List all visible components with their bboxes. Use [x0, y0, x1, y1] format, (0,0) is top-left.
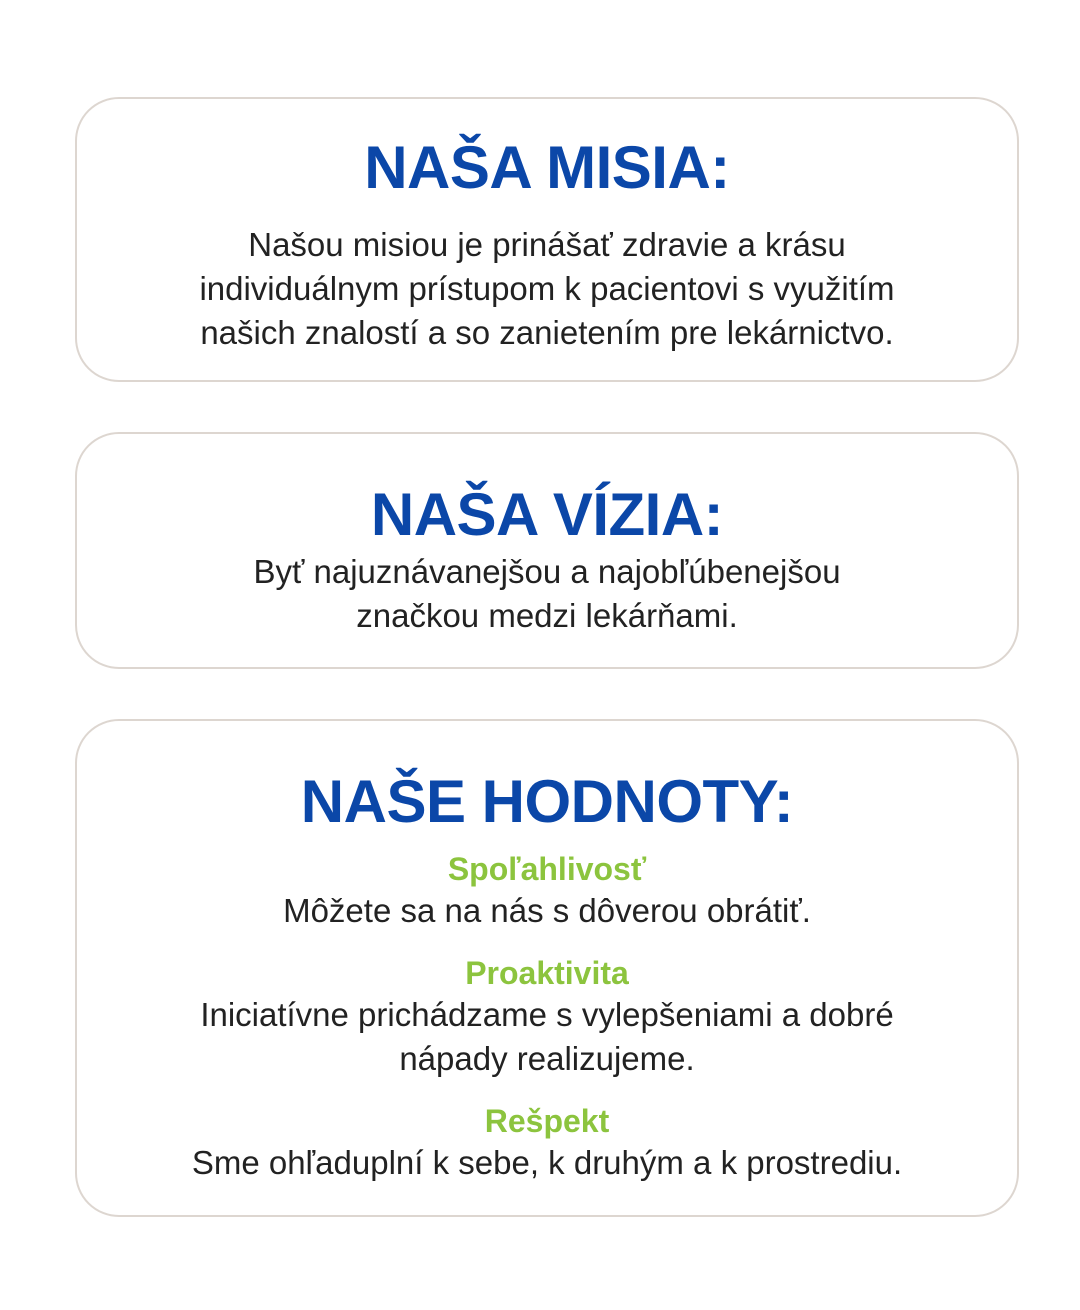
- mission-text-line: Našou misiou je prinášať zdravie a krásu: [248, 226, 846, 263]
- mission-text: [77, 223, 1017, 355]
- values-card: [75, 719, 1019, 1217]
- mission-text-line: našich znalostí a so zanietením pre lekárnictvo.: [200, 314, 894, 351]
- value-description-line: Sme ohľaduplní k sebe, k druhým a k prostrediu.: [191, 1144, 903, 1181]
- value-item-proactivity: [77, 953, 1017, 1081]
- value-description: [77, 993, 1017, 1081]
- vision-title: NAŠA VÍZIA:: [370, 481, 724, 548]
- mission-text-line: individuálnym prístupom k pacientovi s využitím: [199, 270, 895, 307]
- mission-card: [75, 97, 1019, 382]
- vision-text-line: značkou medzi lekárňami.: [356, 597, 738, 634]
- value-item-reliability: [77, 849, 1017, 933]
- vision-card: [75, 432, 1019, 669]
- value-description-line: Iniciatívne prichádzame s vylepšeniami a dobré: [200, 996, 894, 1033]
- value-description-line: Môžete sa na nás s dôverou obrátiť.: [283, 892, 811, 929]
- mission-title: NAŠA MISIA:: [364, 134, 730, 201]
- values-title: NAŠE HODNOTY:: [300, 768, 794, 835]
- value-description-line: nápady realizujeme.: [399, 1040, 695, 1077]
- vision-text-line: Byť najuznávanejšou a najobľúbenejšou: [253, 553, 841, 590]
- value-name: Proaktivita: [465, 955, 629, 991]
- value-item-respect: [77, 1101, 1017, 1185]
- value-description: [77, 1141, 1017, 1185]
- value-description: [77, 889, 1017, 933]
- value-name: Spoľahlivosť: [447, 851, 647, 887]
- value-name: Rešpekt: [484, 1103, 610, 1139]
- vision-text: [77, 550, 1017, 638]
